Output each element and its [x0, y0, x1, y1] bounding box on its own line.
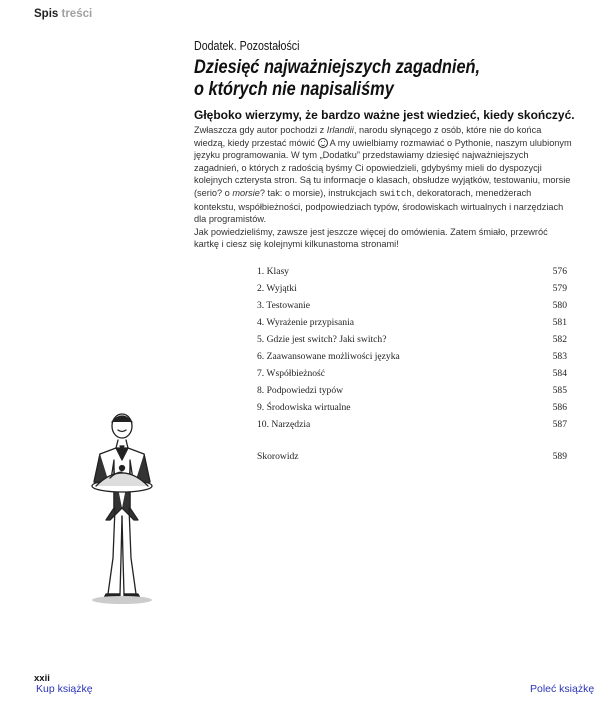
waiter-with-cloche-icon — [80, 408, 190, 608]
intro-text: , narodu słynącego z osób, które nie do końca wiedzą, kiedy przestać mówić — [194, 125, 542, 148]
header-spis: Spis — [34, 8, 59, 20]
toc-item-page: 581 — [552, 317, 567, 328]
toc-item[interactable] — [257, 334, 567, 351]
toc-item[interactable] — [257, 368, 567, 385]
toc-item-title: 2. Wyjątki — [257, 283, 297, 294]
toc-index-row[interactable] — [257, 451, 567, 465]
intro-paragraph-2: Jak powiedzieliśmy, zawsze jest jeszcze więcej do omówienia. Zatem śmiało, przewróć kartkę i ciesz się kolejnymi kilkunastoma stronami! — [194, 226, 548, 250]
page-number: xxii — [34, 673, 50, 684]
toc-item-page: 583 — [552, 351, 567, 362]
intro-lead: Głęboko wierzymy, że bardzo ważne jest wiedzieć, kiedy skończyć. — [194, 108, 575, 122]
toc-item-title: 3. Testowanie — [257, 300, 310, 311]
appendix-label: Dodatek. Pozostałości — [194, 38, 300, 53]
appendix-title — [194, 57, 480, 101]
title-line-1: Dziesięć najważniejszych zagadnień, — [194, 57, 481, 78]
intro-paragraph-1 — [194, 124, 572, 226]
page-header — [34, 8, 92, 20]
toc-index-page: 589 — [552, 451, 567, 462]
toc-item[interactable] — [257, 266, 567, 283]
toc-item-page: 587 — [552, 419, 567, 430]
header-tresci: treści — [61, 8, 93, 20]
toc-item-page: 582 — [552, 334, 567, 345]
toc-item-title: 7. Współbieżność — [257, 368, 326, 379]
toc-item[interactable] — [257, 283, 567, 300]
toc-item-page: 586 — [552, 402, 567, 413]
title-line-2: o których nie napisaliśmy — [194, 79, 394, 100]
toc-item[interactable] — [257, 419, 567, 436]
toc-item-page: 584 — [552, 368, 567, 379]
intro-text: Zwłaszcza gdy autor pochodzi z — [194, 125, 327, 135]
toc-item-title: 1. Klasy — [257, 266, 289, 277]
toc-item[interactable] — [257, 351, 567, 368]
toc-item[interactable] — [257, 317, 567, 334]
toc-item-page: 576 — [552, 266, 567, 277]
table-of-contents — [257, 266, 567, 462]
recommend-book-link[interactable]: Poleć książkę — [530, 683, 595, 695]
toc-item[interactable] — [257, 300, 567, 317]
toc-item-page: 585 — [552, 385, 567, 396]
toc-item-title: 5. Gdzie jest switch? Jaki switch? — [257, 334, 387, 345]
toc-item-title: 4. Wyrażenie przypisania — [257, 317, 355, 328]
intro-text: A my uwielbiamy rozmawiać o Pythonie, naszym ulubionym języku programowania. W tym „Dodatku” przedstawiamy dziesięć najważniejszych zagadnień, o których z radością byśmy Ci opowiedzieli, gdybyśmy mieli do dyspozycji kolejnych czterysta stron. Są tu informacje o klasach, obsłudze wyjątków, testowaniu, morsie (serio? o — [194, 137, 572, 198]
intro-italic: morsie — [232, 187, 260, 198]
intro-text: , dekoratorach, menedżerach kontekstu, współbieżności, podpowiedziach typów, środowiskach wirtualnych i narzędziach dla programistów. — [194, 187, 564, 225]
toc-index-title: Skorowidz — [257, 451, 299, 462]
intro-code: switch — [379, 188, 412, 199]
smiley-icon — [318, 138, 328, 148]
intro-body — [194, 124, 572, 251]
toc-item[interactable] — [257, 402, 567, 419]
toc-item-page: 579 — [552, 283, 567, 294]
intro-italic: Irlandii — [326, 125, 354, 135]
toc-item-title: 8. Podpowiedzi typów — [257, 385, 344, 396]
toc-item[interactable] — [257, 385, 567, 402]
buy-book-link[interactable]: Kup książkę — [36, 683, 93, 695]
toc-item-title: 10. Narzędzia — [257, 419, 311, 430]
toc-item-title: 6. Zaawansowane możliwości języka — [257, 351, 400, 362]
toc-item-page: 580 — [552, 300, 567, 311]
intro-text: ? tak: o morsie), instrukcjach — [259, 187, 380, 198]
toc-item-title: 9. Środowiska wirtualne — [257, 402, 351, 413]
